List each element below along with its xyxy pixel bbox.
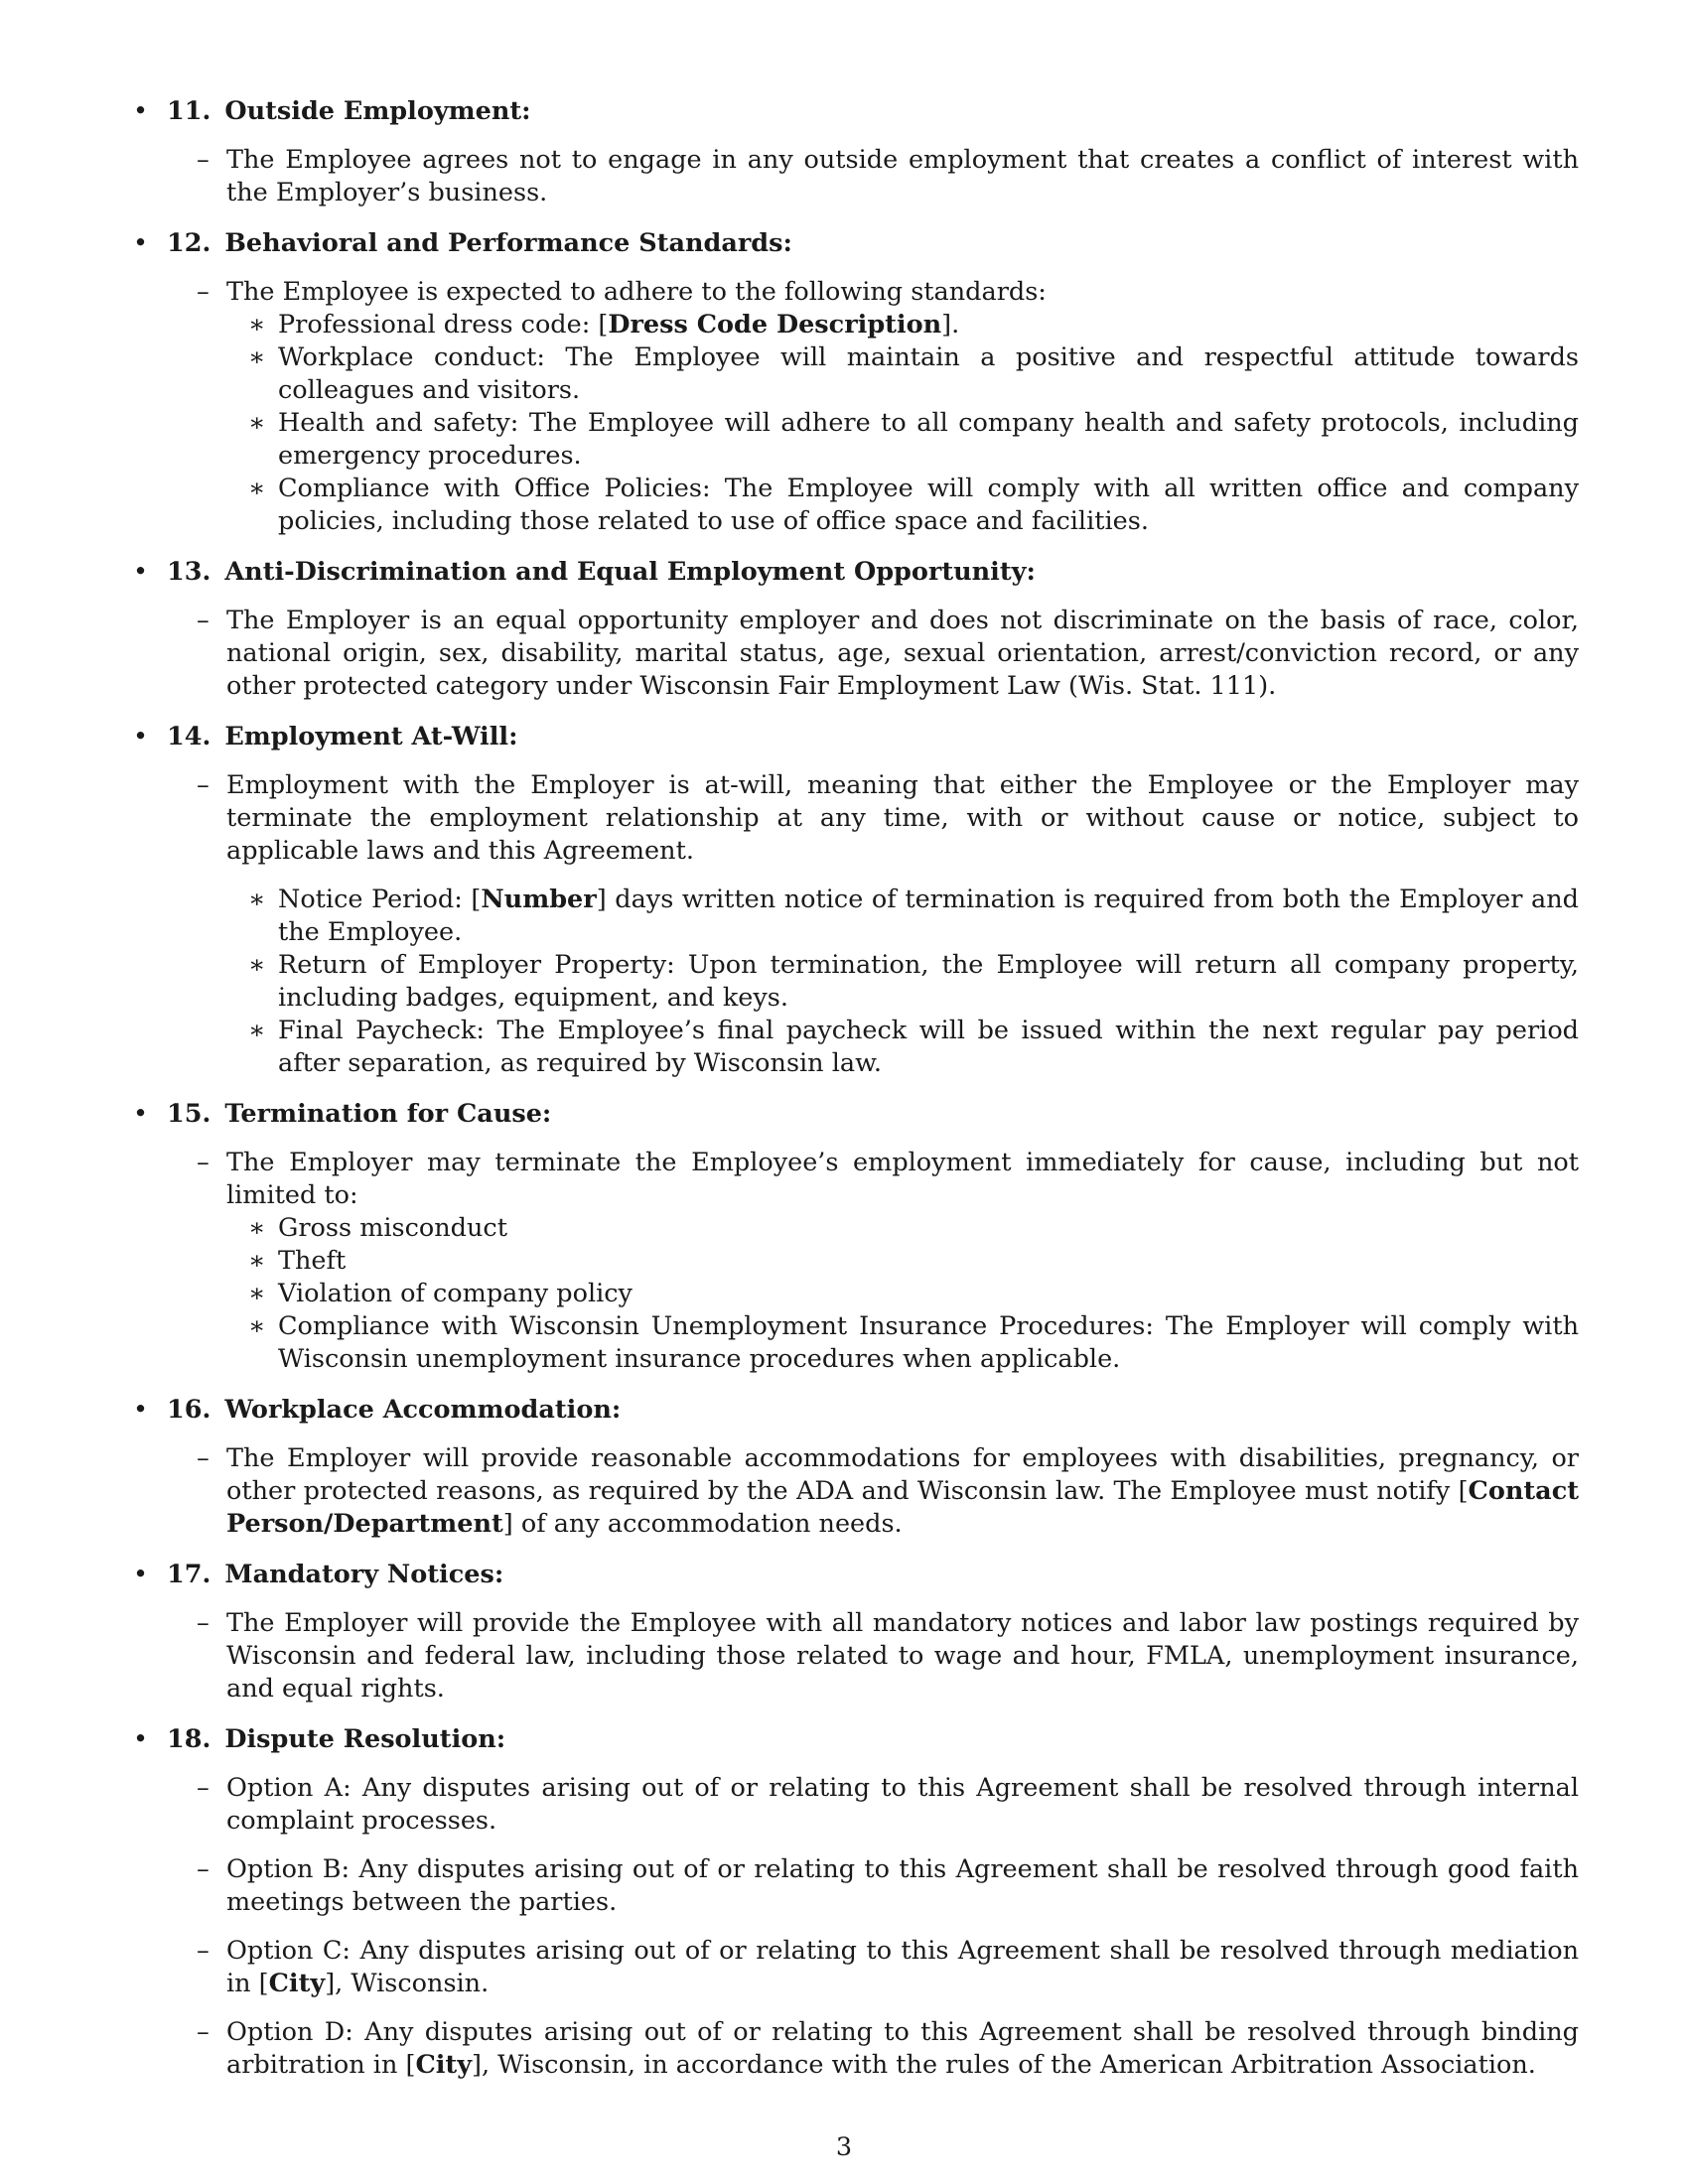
list-item: [129, 1853, 1579, 1919]
sub-list-item: [129, 1278, 1579, 1310]
placeholder-field: City: [268, 1969, 326, 1998]
document-body: [129, 95, 1579, 2100]
list-item: [129, 1607, 1579, 1706]
text: Option A: Any disputes arising out of or relating to this Agreement shall be resolved through internal complaint processes.: [226, 1773, 1579, 1836]
dash-icon: –: [197, 770, 210, 800]
asterisk-icon: ∗: [248, 474, 266, 503]
section-number: 14.: [167, 722, 211, 751]
bullet-icon: •: [133, 722, 149, 751]
text: Compliance with Office Policies: The Employee will comply with all written office and company policies, including those related to use of office space and facilities.: [278, 474, 1579, 536]
placeholder-field: Number: [481, 885, 597, 914]
list-item: [129, 1442, 1579, 1541]
asterisk-icon: ∗: [248, 342, 266, 372]
section-heading: [129, 1559, 1579, 1591]
dash-icon: –: [197, 1854, 210, 1884]
section-18: [129, 1723, 1579, 2082]
text: Gross misconduct: [278, 1213, 507, 1243]
sub-list-item: [129, 1015, 1579, 1080]
section-title: Employment At-Will:: [224, 722, 518, 751]
text: The Employee agrees not to engage in any outside employment that creates a conflict of interest with the Employer’s business.: [226, 145, 1579, 207]
section-13: [129, 556, 1579, 703]
bullet-icon: •: [133, 557, 149, 587]
text: Health and safety: The Employee will adhere to all company health and safety protocols, including emergency procedures.: [278, 408, 1579, 471]
text-pre: Notice Period: [: [278, 885, 482, 914]
sub-list-item: [129, 341, 1579, 407]
placeholder-field: City: [415, 2050, 473, 2080]
section-number: 18.: [167, 1724, 211, 1754]
section-number: 15.: [167, 1099, 211, 1129]
dash-icon: –: [197, 145, 210, 175]
bullet-icon: •: [133, 1099, 149, 1129]
section-heading: [129, 1723, 1579, 1756]
placeholder-field: Contact Person/Department: [226, 1476, 1579, 1539]
text: Compliance with Wisconsin Unemployment Insurance Procedures: The Employer will comply with Wisconsin unemployment insurance procedures when applicable.: [278, 1311, 1579, 1374]
section-heading: [129, 1098, 1579, 1131]
bullet-icon: •: [133, 1724, 149, 1754]
text: Final Paycheck: The Employee’s final paycheck will be issued within the next regular pay period after separation, as required by Wisconsin law.: [278, 1016, 1579, 1078]
text: Employment with the Employer is at-will, meaning that either the Employee or the Employer may terminate the employment relationship at any time, with or without cause or notice, subject to applicable laws and this Agreement.: [226, 770, 1579, 866]
section-number: 16.: [167, 1395, 211, 1425]
placeholder-field: Dress Code Description: [608, 310, 942, 340]
asterisk-icon: ∗: [248, 310, 266, 340]
section-title: Mandatory Notices:: [224, 1560, 504, 1589]
text-post: ], Wisconsin.: [325, 1969, 490, 1998]
text: The Employer will provide the Employee with all mandatory notices and labor law postings required by Wisconsin and federal law, including those related to wage and hour, FMLA, unemployment insurance, and equal rights.: [226, 1608, 1579, 1704]
dash-icon: –: [197, 1936, 210, 1966]
text-pre: Professional dress code: [: [278, 310, 609, 340]
asterisk-icon: ∗: [248, 1279, 266, 1308]
asterisk-icon: ∗: [248, 885, 266, 914]
section-title: Behavioral and Performance Standards:: [224, 228, 792, 258]
list-item: [129, 769, 1579, 868]
dash-icon: –: [197, 606, 210, 635]
list-item: [129, 1935, 1579, 2000]
asterisk-icon: ∗: [248, 1246, 266, 1276]
section-heading: [129, 556, 1579, 589]
section-15: [129, 1098, 1579, 1376]
section-title: Outside Employment:: [224, 96, 531, 126]
sub-list-item: [129, 407, 1579, 473]
asterisk-icon: ∗: [248, 1016, 266, 1045]
sub-list-item: [129, 473, 1579, 538]
section-heading: [129, 227, 1579, 260]
section-11: [129, 95, 1579, 209]
section-number: 11.: [167, 96, 211, 126]
sub-list: [129, 884, 1579, 1080]
section-number: 17.: [167, 1560, 211, 1589]
section-16: [129, 1394, 1579, 1541]
text: Return of Employer Property: Upon termination, the Employee will return all company property, including badges, equipment, and keys.: [278, 950, 1579, 1013]
section-heading: [129, 95, 1579, 128]
list-item: [129, 1147, 1579, 1212]
sub-list: [129, 1212, 1579, 1376]
asterisk-icon: ∗: [248, 408, 266, 438]
sub-list-item: [129, 309, 1579, 341]
sub-list-item: [129, 949, 1579, 1015]
text: Workplace conduct: The Employee will maintain a positive and respectful attitude towards colleagues and visitors.: [278, 342, 1579, 405]
sub-list-item: [129, 1245, 1579, 1278]
text-pre: Option C: Any disputes arising out of or relating to this Agreement shall be resolved through mediation in [: [226, 1936, 1579, 1998]
text-post: ] of any accommodation needs.: [502, 1509, 903, 1539]
sub-list-item: [129, 1212, 1579, 1245]
asterisk-icon: ∗: [248, 1213, 266, 1243]
list-item: [129, 605, 1579, 703]
dash-icon: –: [197, 277, 210, 307]
dash-icon: –: [197, 2017, 210, 2047]
text: The Employee is expected to adhere to the following standards:: [226, 277, 1047, 307]
text: Violation of company policy: [278, 1279, 633, 1308]
sub-list: [129, 309, 1579, 538]
text: The Employer may terminate the Employee’s employment immediately for cause, including but not limited to:: [226, 1148, 1579, 1210]
bullet-icon: •: [133, 1560, 149, 1589]
list-item: [129, 144, 1579, 209]
dash-icon: –: [197, 1148, 210, 1177]
list-item: [129, 1772, 1579, 1838]
asterisk-icon: ∗: [248, 1311, 266, 1341]
section-title: Workplace Accommodation:: [224, 1395, 622, 1425]
dash-icon: –: [197, 1443, 210, 1473]
dash-icon: –: [197, 1608, 210, 1638]
dash-icon: –: [197, 1773, 210, 1803]
text-post: ] days written notice of termination is required from both the Employer and the Employee.: [278, 885, 1579, 947]
bullet-icon: •: [133, 1395, 149, 1425]
text-post: ], Wisconsin, in accordance with the rules of the American Arbitration Association.: [472, 2050, 1536, 2080]
section-14: [129, 721, 1579, 1080]
section-number: 12.: [167, 228, 211, 258]
section-heading: [129, 721, 1579, 753]
text: The Employer is an equal opportunity employer and does not discriminate on the basis of race, color, national origin, sex, disability, marital status, age, sexual orientation, arrest/conviction record, or any other protected category under Wisconsin Fair Employment Law (Wis. Stat. 111).: [226, 606, 1579, 701]
asterisk-icon: ∗: [248, 950, 266, 980]
bullet-icon: •: [133, 228, 149, 258]
text-pre: The Employer will provide reasonable accommodations for employees with disabilities, pregnancy, or other protected reasons, as required by the ADA and Wisconsin law. The Employee must notify [: [226, 1443, 1579, 1506]
text-pre: Option D: Any disputes arising out of or relating to this Agreement shall be resolved through binding arbitration in [: [226, 2017, 1579, 2080]
section-number: 13.: [167, 557, 211, 587]
text-post: ].: [941, 310, 960, 340]
section-heading: [129, 1394, 1579, 1427]
list-item: [129, 2016, 1579, 2082]
section-title: Dispute Resolution:: [224, 1724, 506, 1754]
page-number: 3: [835, 2132, 853, 2162]
bullet-icon: •: [133, 96, 149, 126]
section-title: Anti-Discrimination and Equal Employment Opportunity:: [224, 557, 1036, 587]
text: Theft: [278, 1246, 347, 1276]
section-title: Termination for Cause:: [224, 1099, 552, 1129]
sub-list-item: [129, 1310, 1579, 1376]
section-12: [129, 227, 1579, 538]
section-17: [129, 1559, 1579, 1706]
text: Option B: Any disputes arising out of or relating to this Agreement shall be resolved through good faith meetings between the parties.: [226, 1854, 1579, 1917]
list-item: [129, 276, 1579, 309]
sub-list-item: [129, 884, 1579, 949]
